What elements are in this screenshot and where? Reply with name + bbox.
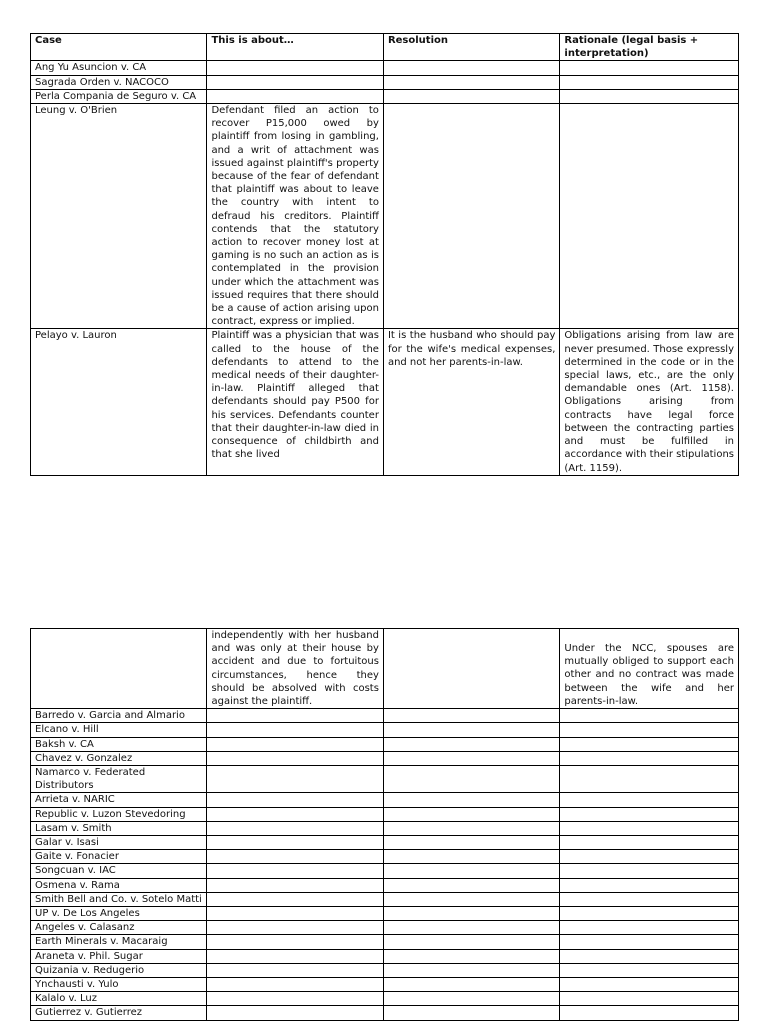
cell-rationale [560,104,739,329]
table-row [31,766,739,793]
cell-case: Osmena v. Rama [31,878,207,892]
table-row [31,836,739,850]
case-table-page-1 [30,33,739,476]
cell-case: Quizania v. Redugerio [31,963,207,977]
cell-rationale [560,963,739,977]
cell-rationale [560,766,739,793]
cell-about [207,935,383,949]
cell-case: Chavez v. Gonzalez [31,751,207,765]
table-row [31,921,739,935]
cell-rationale [560,61,739,75]
cell-rationale: Under the NCC, spouses are mutually obliged to support each other and no contract was made between the wife and her parents-in-law. [560,629,739,709]
header-resolution: Resolution [383,34,559,61]
table-row [31,1006,739,1020]
cell-about [207,821,383,835]
cell-case: Galar v. Isasi [31,836,207,850]
cell-about [207,751,383,765]
cell-about [207,836,383,850]
cell-about [207,737,383,751]
header-case: Case [31,34,207,61]
table-row [31,104,739,329]
table-row [31,807,739,821]
cell-resolution [383,907,559,921]
cell-about [207,723,383,737]
cell-resolution [383,793,559,807]
cell-rationale [560,907,739,921]
cell-rationale [560,864,739,878]
table-row [31,821,739,835]
cell-resolution [383,850,559,864]
cell-rationale [560,737,739,751]
cell-about [207,1006,383,1020]
cell-rationale [560,878,739,892]
cell-case: Republic v. Luzon Stevedoring [31,807,207,821]
cell-resolution [383,104,559,329]
cell-resolution [383,978,559,992]
cell-case: Namarco v. Federated Distributors [31,766,207,793]
cell-rationale [560,751,739,765]
cell-about [207,807,383,821]
table-row-continuation [31,629,739,709]
cell-about [207,992,383,1006]
cell-case [31,629,207,709]
cell-case: Earth Minerals v. Macaraig [31,935,207,949]
table-row [31,329,739,475]
cell-case: UP v. De Los Angeles [31,907,207,921]
cell-case: Sagrada Orden v. NACOCO [31,75,207,89]
cell-resolution [383,864,559,878]
table-row [31,963,739,977]
cell-rationale [560,1006,739,1020]
cell-resolution [383,992,559,1006]
cell-about: Defendant filed an action to recover P15,000 owed by plaintiff from losing in gambling, and a writ of attachment was issued against plaintiff's property because of the fear of defendant that plaintiff was about to leave the country with intent to defraud his creditors. Plaintiff contends that the statutory action to recover money lost at gaming is no such an action as is contemplated in the provision under which the attachment was issued requires that there should be a cause of action arising upon contract, express or implied. [207,104,383,329]
cell-about [207,963,383,977]
table-row [31,878,739,892]
cell-rationale [560,850,739,864]
cell-about [207,878,383,892]
cell-case: Leung v. O'Brien [31,104,207,329]
table-row [31,751,739,765]
table-row [31,864,739,878]
cell-rationale [560,949,739,963]
cell-case: Kalalo v. Luz [31,992,207,1006]
cell-about [207,709,383,723]
cell-case: Perla Compania de Seguro v. CA [31,89,207,103]
table-row [31,992,739,1006]
cell-about [207,949,383,963]
table-row [31,75,739,89]
cell-resolution [383,751,559,765]
cell-resolution [383,1006,559,1020]
cell-case: Arrieta v. NARIC [31,793,207,807]
cell-rationale [560,89,739,103]
table-row [31,850,739,864]
cell-rationale [560,935,739,949]
table-row [31,935,739,949]
cell-case: Barredo v. Garcia and Almario [31,709,207,723]
cell-resolution [383,723,559,737]
cell-case: Songcuan v. IAC [31,864,207,878]
header-about: This is about… [207,34,383,61]
table-row [31,892,739,906]
cell-case: Smith Bell and Co. v. Sotelo Matti [31,892,207,906]
cell-resolution [383,61,559,75]
cell-about [207,978,383,992]
cell-resolution [383,878,559,892]
cell-rationale [560,836,739,850]
cell-resolution [383,709,559,723]
table-row [31,978,739,992]
cell-resolution [383,821,559,835]
table-row [31,709,739,723]
header-rationale: Rationale (legal basis + interpretation) [560,34,739,61]
cell-about: Plaintiff was a physician that was called to the house of the defendants to attend to the medical needs of their daughter-in-law. Plaintiff alleged that defendants should pay P500 for his services. Defendants counter that their daughter-in-law died in consequence of childbirth and that she lived [207,329,383,475]
cell-case: Elcano v. Hill [31,723,207,737]
cell-rationale [560,921,739,935]
cell-rationale [560,807,739,821]
cell-case: Ang Yu Asuncion v. CA [31,61,207,75]
cell-rationale [560,723,739,737]
cell-rationale: Obligations arising from law are never presumed. Those expressly determined in the code or in the special laws, etc., are the only demandable ones (Art. 1158). Obligations arising from contracts have legal force between the contracting parties and must be fulfilled in accordance with their stipulations (Art. 1159). [560,329,739,475]
cell-about [207,766,383,793]
cell-resolution [383,807,559,821]
cell-case: Angeles v. Calasanz [31,921,207,935]
cell-rationale [560,75,739,89]
case-table-page-2 [30,628,739,1021]
cell-resolution [383,89,559,103]
cell-rationale [560,793,739,807]
cell-case: Gaite v. Fonacier [31,850,207,864]
table-row [31,907,739,921]
table-row [31,793,739,807]
cell-resolution [383,935,559,949]
cell-resolution [383,963,559,977]
table-row [31,949,739,963]
cell-case: Baksh v. CA [31,737,207,751]
cell-case: Pelayo v. Lauron [31,329,207,475]
cell-about [207,75,383,89]
cell-resolution [383,949,559,963]
cell-about [207,907,383,921]
cell-about [207,864,383,878]
cell-about [207,793,383,807]
cell-case: Araneta v. Phil. Sugar [31,949,207,963]
cell-case: Gutierrez v. Gutierrez [31,1006,207,1020]
cell-resolution [383,892,559,906]
cell-resolution [383,836,559,850]
cell-about [207,89,383,103]
cell-resolution [383,921,559,935]
cell-case: Ynchausti v. Yulo [31,978,207,992]
table-row [31,737,739,751]
cell-resolution [383,629,559,709]
header-row [31,34,739,61]
cell-about [207,892,383,906]
cell-about [207,850,383,864]
cell-rationale [560,992,739,1006]
cell-about: independently with her husband and was only at their house by accident and due to fortuitous circumstances, hence they should be absolved with costs against the plaintiff. [207,629,383,709]
cell-rationale [560,892,739,906]
cell-case: Lasam v. Smith [31,821,207,835]
cell-rationale [560,978,739,992]
table-row [31,723,739,737]
cell-resolution [383,737,559,751]
cell-about [207,921,383,935]
cell-about [207,61,383,75]
cell-rationale [560,821,739,835]
table-row [31,89,739,103]
table-row [31,61,739,75]
cell-resolution [383,75,559,89]
cell-rationale [560,709,739,723]
cell-resolution [383,766,559,793]
cell-resolution: It is the husband who should pay for the wife's medical expenses, and not her parents-in-law. [383,329,559,475]
